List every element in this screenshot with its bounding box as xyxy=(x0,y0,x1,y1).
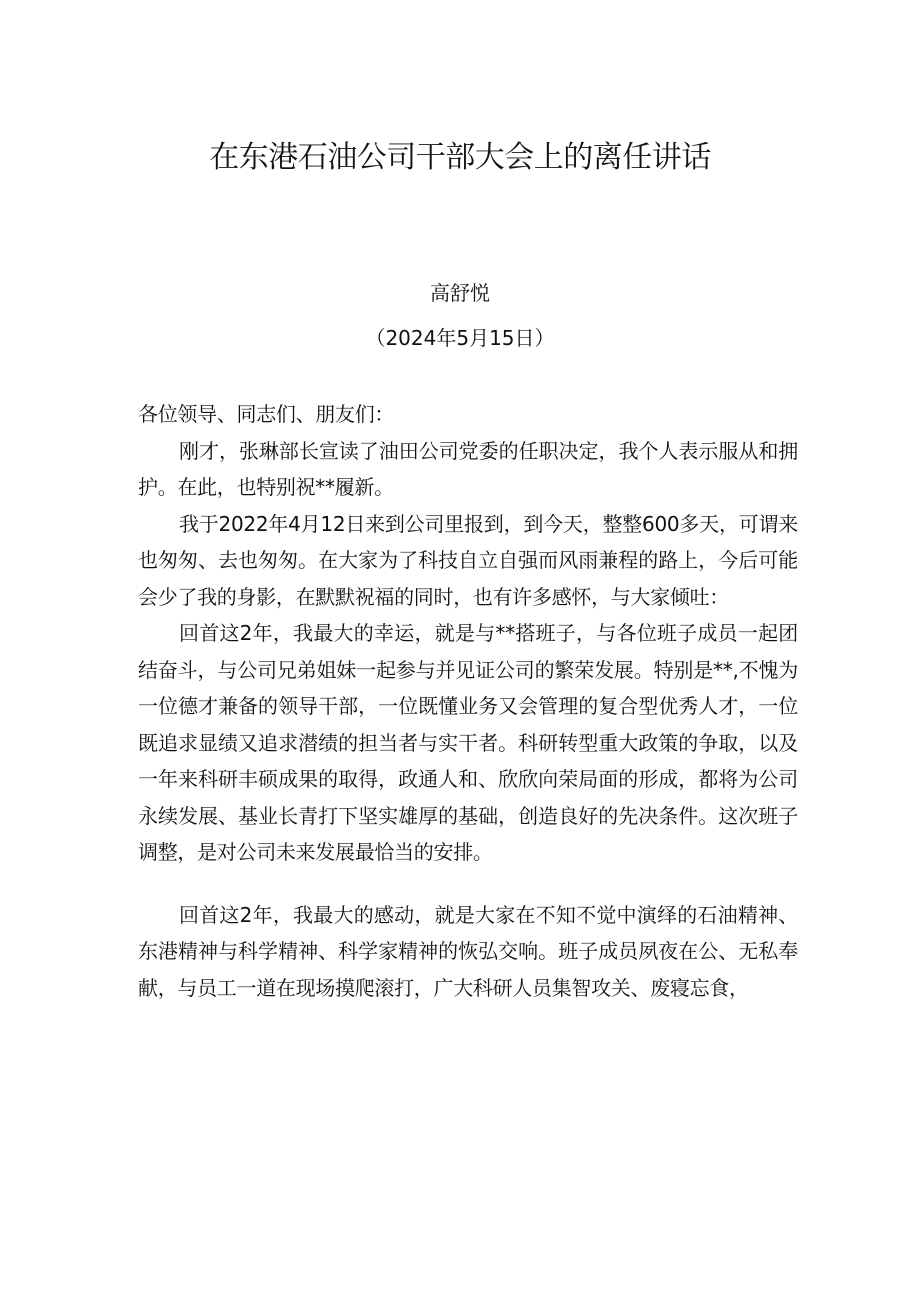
speech-date: （2024年5月15日） xyxy=(365,326,555,350)
speech-body xyxy=(138,396,798,1006)
paragraph: 回首这2年，我最大的感动，就是大家在不知不觉中演绎的石油精神、东港精神与科学精神、科学家精神的恢弘交响。班子成员夙夜在公、无私奉献，与员工一道在现场摸爬滚打，广大科研人员集智攻关、废寝忘食， xyxy=(138,902,798,1000)
author-name: 高舒悦 xyxy=(430,281,490,305)
paragraph: 我于2022年4月12日来到公司里报到，到今天，整整600多天，可谓来也匆匆、去也匆匆。在大家为了科技自立自强而风雨兼程的路上，今后可能会少了我的身影，在默默祝福的同时，也有许多感怀，与大家倾吐： xyxy=(138,511,798,609)
paragraph: 刚才，张琳部长宣读了油田公司党委的任职决定，我个人表示服从和拥护。在此，也特别祝**履新。 xyxy=(138,438,798,499)
document-title: 在东港石油公司干部大会上的离任讲话 xyxy=(209,140,711,175)
salutation: 各位领导、同志们、朋友们： xyxy=(138,402,395,426)
paragraph-spacer xyxy=(138,871,798,897)
paragraph: 回首这2年，我最大的幸运，就是与**搭班子，与各位班子成员一起团结奋斗，与公司兄弟姐妹一起参与并见证公司的繁荣发展。特别是**,不愧为一位德才兼备的领导干部，一位既懂业务又会管理的复合型优秀人才，一位既追求显绩又追求潜绩的担当者与实干者。科研转型重大政策的争取，以及一年来科研丰硕成果的取得，政通人和、欣欣向荣局面的形成，都将为公司永续发展、基业长青打下坚实雄厚的基础，创造良好的先决条件。这次班子调整，是对公司未来发展最恰当的安排。 xyxy=(138,621,798,864)
